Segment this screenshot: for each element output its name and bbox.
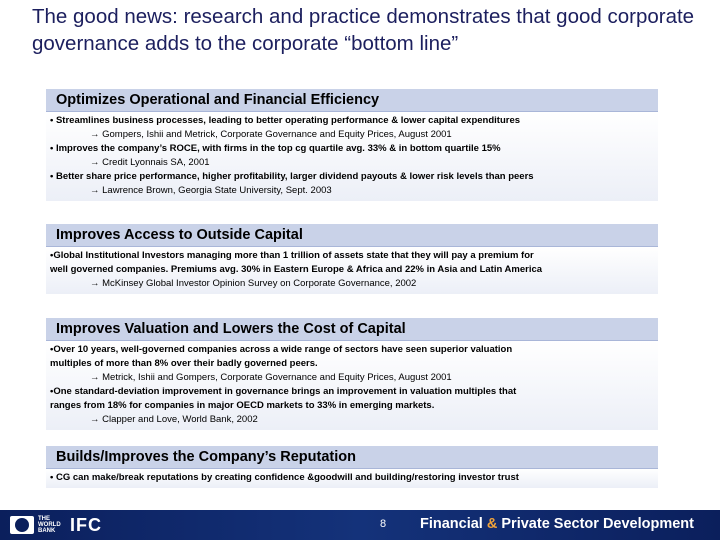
source-citation: → Clapper and Love, World Bank, 2002 bbox=[90, 414, 258, 425]
footer-brand-part1: Financial bbox=[419, 516, 487, 532]
section-header: Builds/Improves the Company’s Reputation bbox=[46, 446, 658, 469]
section-header: Optimizes Operational and Financial Efficiency bbox=[46, 89, 658, 112]
footer-brand bbox=[420, 516, 694, 532]
world-bank-logo-icon bbox=[10, 516, 34, 534]
section-outside-capital bbox=[46, 224, 658, 294]
section-valuation bbox=[46, 318, 658, 430]
bullet-text: • Improves the company’s ROCE, with firms in the top cg quartile avg. 33% & in bottom quartile 15% bbox=[50, 143, 501, 154]
section-body bbox=[46, 112, 658, 201]
bullet-text: well governed companies. Premiums avg. 30% in Eastern Europe & Africa and 22% in Asia and Latin America bbox=[50, 264, 543, 275]
footer-bar bbox=[0, 510, 720, 540]
slide-title: The good news: research and practice demonstrates that good corporate governance adds to the corporate “bottom line” bbox=[32, 5, 695, 55]
source-citation: → Lawrence Brown, Georgia State University, Sept. 2003 bbox=[90, 185, 332, 196]
section-header: Improves Valuation and Lowers the Cost of Capital bbox=[46, 318, 658, 341]
ifc-logo: IFC bbox=[70, 515, 102, 535]
section-body bbox=[46, 469, 658, 488]
bullet-text: • Better share price performance, higher profitability, larger dividend payouts & lower risk levels than peers bbox=[50, 171, 534, 182]
footer-brand-amp: & bbox=[486, 516, 498, 532]
source-citation: → Gompers, Ishii and Metrick, Corporate Governance and Equity Prices, August 2001 bbox=[90, 129, 452, 140]
bullet-text: ranges from 18% for companies in major OECD markets to 33% in emerging markets. bbox=[50, 400, 435, 411]
page-number: 8 bbox=[380, 518, 387, 530]
bullet-text: • CG can make/break reputations by creating confidence &goodwill and building/restoring investor trust bbox=[50, 472, 519, 483]
source-citation: → McKinsey Global Investor Opinion Survey on Corporate Governance, 2002 bbox=[90, 278, 417, 289]
bullet-text: •Global Institutional Investors managing more than 1 trillion of assets state that they will pay a premium for bbox=[50, 250, 534, 261]
section-reputation bbox=[46, 446, 658, 488]
section-operational-efficiency bbox=[46, 89, 658, 201]
bullet-text: • Streamlines business processes, leading to better operating performance & lower capital expenditures bbox=[50, 115, 521, 126]
source-citation: → Credit Lyonnais SA, 2001 bbox=[90, 157, 210, 168]
source-citation: → Metrick, Ishii and Gompers, Corporate Governance and Equity Prices, August 2001 bbox=[90, 372, 452, 383]
bullet-text: multiples of more than 8% over their badly governed peers. bbox=[50, 358, 318, 369]
section-header: Improves Access to Outside Capital bbox=[46, 224, 658, 247]
footer-brand-part2: Private Sector Development bbox=[497, 516, 694, 532]
bullet-text: •One standard-deviation improvement in governance brings an improvement in valuation multiples that bbox=[50, 386, 517, 397]
bullet-text: •Over 10 years, well-governed companies across a wide range of sectors have seen superior valuation bbox=[50, 344, 513, 355]
section-body bbox=[46, 247, 658, 294]
section-body bbox=[46, 341, 658, 430]
world-bank-logo-text: THE WORLD BANK bbox=[38, 516, 61, 534]
